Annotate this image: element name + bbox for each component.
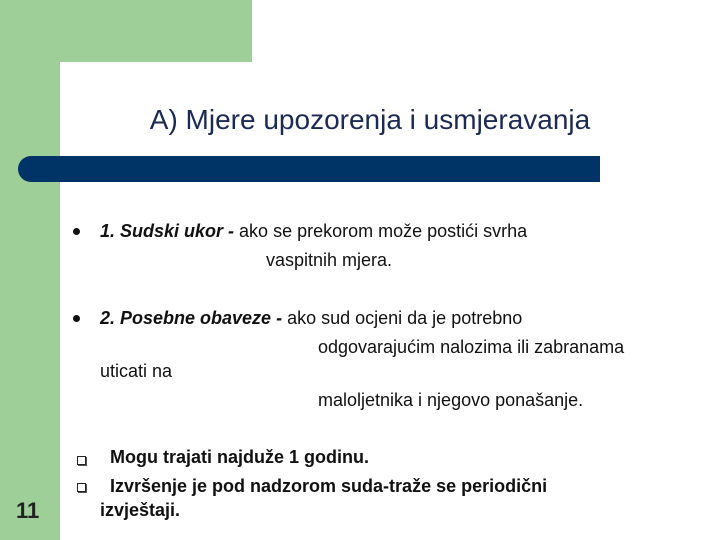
square-bullet-icon [77, 456, 86, 465]
square-bullet-icon [77, 483, 86, 492]
bullet-dot [73, 228, 80, 235]
bullet-2-text: ako sud ocjeni da je potrebno [282, 308, 523, 328]
bullet-2-line-1 [100, 308, 522, 329]
slide-title: A) Mjere upozorenja i usmjeravanja [149, 104, 591, 135]
bullet-2-line-4: maloljetnika i njegovo ponašanje. [318, 390, 584, 410]
bullet-2-line-3: uticati na [100, 361, 173, 381]
bullet-1-term: 1. Sudski ukor - [100, 221, 235, 241]
bullet-1-text: ako se prekorom može postići svrha [234, 221, 528, 241]
bullet-2-line-2: odgovarajućim nalozima ili zabranama [318, 337, 625, 357]
bullet-2-term: 2. Posebne obaveze - [100, 308, 283, 328]
note-2-continued: izvještaji. [100, 500, 181, 520]
page-number: 11 [16, 498, 40, 523]
bullet-1-line-1 [100, 221, 527, 242]
title-underline-bar [18, 156, 600, 182]
green-top-band [0, 0, 252, 62]
note-1: Mogu trajati najduže 1 godinu. [110, 447, 369, 467]
bullet-dot [73, 315, 80, 322]
green-side-band [0, 0, 60, 540]
note-2: Izvršenje je pod nadzorom suda-traže se periodični [110, 476, 548, 496]
bullet-1-line-2: vaspitnih mjera. [266, 250, 393, 270]
